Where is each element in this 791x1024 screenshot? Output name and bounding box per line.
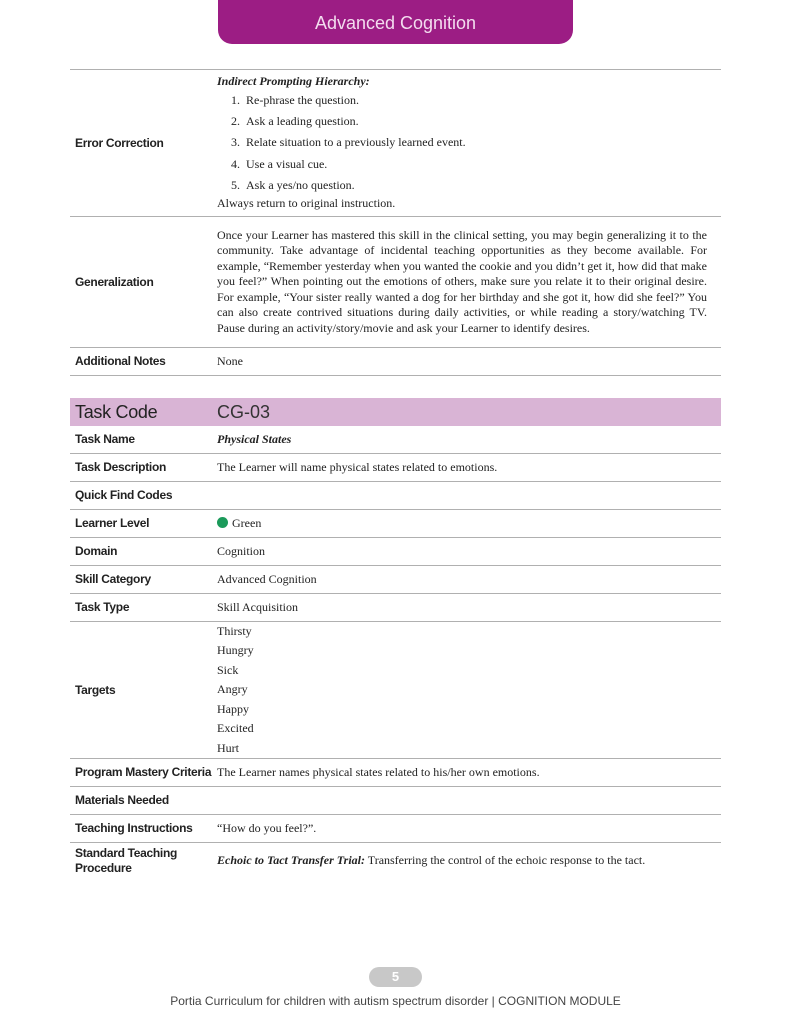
prompting-steps [217, 90, 721, 196]
task-table [70, 398, 721, 879]
page-footer: Portia Curriculum for children with autism spectrum disorder | COGNITION MODULE [170, 994, 621, 1008]
procedure-text: Transferring the control of the echoic response to the tact. [365, 853, 646, 868]
row-task-name [70, 426, 721, 454]
task-description-value: The Learner will name physical states related to emotions. [217, 459, 498, 474]
skill-category-value: Advanced Cognition [217, 571, 317, 586]
row-label: Task Type [75, 600, 130, 614]
list-item: Thirsty [217, 624, 252, 639]
row-skill-category [70, 566, 721, 594]
row-materials-needed [70, 787, 721, 815]
list-item: Happy [217, 701, 249, 716]
row-teaching-procedure [70, 843, 721, 879]
row-domain [70, 538, 721, 566]
row-label: Error Correction [75, 135, 164, 150]
row-generalization [70, 217, 721, 348]
list-item: 2. Ask a leading question. [243, 111, 721, 132]
list-item: 5. Ask a yes/no question. [243, 175, 721, 196]
teaching-procedure-value [217, 853, 721, 869]
task-code-bar [70, 398, 721, 426]
task-code-value: CG-03 [217, 401, 271, 422]
row-label: Domain [75, 544, 118, 558]
error-correction-value [217, 74, 721, 211]
level-dot-icon [217, 517, 228, 528]
top-table [70, 69, 721, 376]
row-quick-find-codes [70, 482, 721, 510]
row-additional-notes [70, 348, 721, 376]
row-task-type [70, 594, 721, 622]
targets-list [217, 622, 721, 758]
task-type-value: Skill Acquisition [217, 599, 299, 614]
learner-level-value [217, 516, 721, 532]
list-item: Hungry [217, 643, 254, 658]
teaching-instructions-value: “How do you feel?”. [217, 820, 317, 835]
list-item: Excited [217, 721, 254, 736]
mastery-criteria-value: The Learner names physical states related to his/her own emotions. [217, 764, 540, 779]
list-item: Sick [217, 662, 239, 677]
row-mastery-criteria [70, 759, 721, 787]
row-error-correction [70, 70, 721, 217]
row-label: Standard Teaching Procedure [75, 846, 178, 875]
row-label: Teaching Instructions [75, 821, 193, 835]
list-item: 1. Re-phrase the question. [243, 90, 721, 111]
row-label: Skill Category [75, 572, 151, 586]
list-item: 3. Relate situation to a previously learned event. [243, 132, 721, 153]
section-header-tab: Advanced Cognition [218, 0, 573, 44]
task-code-label: Task Code [75, 401, 158, 422]
row-targets [70, 622, 721, 759]
row-learner-level [70, 510, 721, 538]
generalization-text: Once your Learner has mastered this skill in the clinical setting, you may begin generalizing it to the community. Take advantage of incidental teaching opportunities as they become available. For example, “Remember yesterday when you wanted the cookie and you didn’t get it, how did that make you feel?” When pointing out the emotions of others, make sure you relate it to their original desire. For example, “Your sister really wanted a dog for her birthday and she got it, how did she feel?” You can also create contrived situations during daily activities, or while reading a story/watching TV. Pause during an activity/story/movie and ask your Learner to identify desires. [217, 227, 707, 335]
row-label: Targets [75, 682, 116, 697]
list-item: Hurt [217, 740, 239, 755]
row-label: Task Name [75, 432, 135, 446]
domain-value: Cognition [217, 543, 266, 558]
page-number: 5 [369, 967, 422, 987]
row-task-description [70, 454, 721, 482]
row-label: Materials Needed [75, 793, 169, 807]
row-label: Additional Notes [75, 354, 166, 368]
row-teaching-instructions [70, 815, 721, 843]
list-item: 4. Use a visual cue. [243, 154, 721, 175]
hierarchy-heading: Indirect Prompting Hierarchy: [217, 74, 370, 89]
level-text: Green [232, 515, 262, 530]
closing-note: Always return to original instruction. [217, 196, 396, 210]
row-label: Quick Find Codes [75, 488, 173, 502]
row-label: Generalization [75, 274, 154, 289]
list-item: Angry [217, 682, 248, 697]
row-label: Task Description [75, 460, 167, 474]
task-name-value: Physical States [217, 431, 292, 446]
procedure-name: Echoic to Tact Transfer Trial: [217, 853, 365, 868]
additional-notes-value: None [217, 353, 243, 368]
row-label: Program Mastery Criteria [75, 765, 212, 779]
row-label: Learner Level [75, 516, 150, 530]
